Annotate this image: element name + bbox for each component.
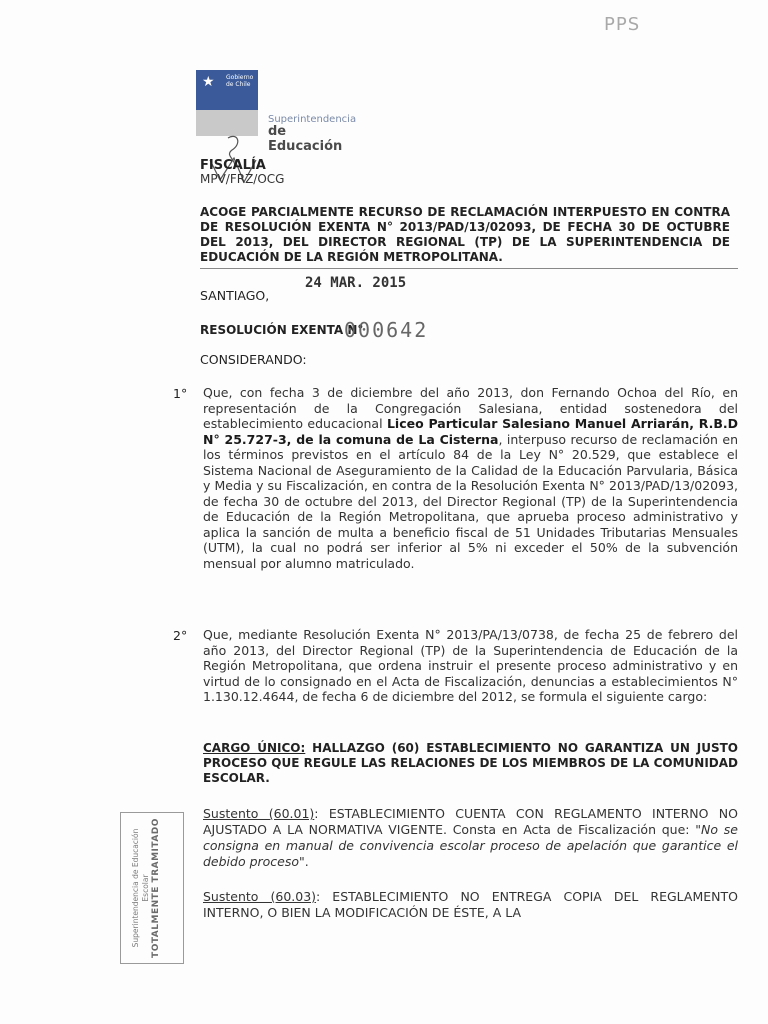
tramitado-stamp: Superintendencia de Educación Escolar TOTALMENTE TRAMITADO [120, 812, 184, 964]
sustento-60-03-label: Sustento (60.03) [203, 889, 317, 904]
title-divider [200, 268, 738, 269]
sustento-60-03: Sustento (60.03): ESTABLECIMIENTO NO ENTREGA COPIA DEL REGLAMENTO INTERNO, O BIEN LA MODIFICACIÓN DE ÉSTE, A LA [203, 889, 738, 920]
resolution-number: 000642 [344, 318, 429, 342]
star-icon: ★ [202, 74, 215, 90]
establishment-name: Liceo Particular Salesiano Manuel Arriarán, R.B.D N° 25.727-3, de la comuna de La Cisterna [203, 416, 739, 447]
corner-handwritten-mark: PPS [604, 14, 641, 35]
date-stamp: 24 MAR. 2015 [305, 275, 407, 291]
logo-superintendencia-text: Superintendencia [268, 114, 357, 125]
acta-quote: "No se consigna en manual de convivencia escolar proceso de apelación que garantice el debido proceso" [203, 822, 738, 869]
gobierno-logo-box [196, 70, 258, 136]
paragraph-1: Que, con fecha 3 de diciembre del año 2013, don Fernando Ochoa del Río, en representación de la Congregación Salesiana, entidad sostenedora del establecimiento educacional Liceo Particular Salesiano Manuel Arriarán, R.B.D N° 25.727-3, de la comuna de La Cisterna, interpuso recurso de reclamación en los términos previstos en el artículo 84 de la Ley N° 20.529, que establece el Sistema Nacional de Aseguramiento de la Calidad de la Educación Parvularia, Básica y Media y su Fiscalización, en contra de la Resolución Exenta N° 2013/PAD/13/02093, de fecha 30 de octubre del 2013, del Director Regional (TP) de la Superintendencia de Educación de la Región Metropolitana, que aprueba proceso administrativo y aplica la sanción de multa a beneficio fiscal de 51 Unidades Tributarias Mensuales (UTM), la cual no podrá ser inferior al 5% ni exceder el 50% de la subvención mensual por alumno matriculado. [203, 385, 739, 571]
sustento-60-01-label: Sustento (60.01) [203, 806, 315, 821]
sustento-60-01: Sustento (60.01): ESTABLECIMIENTO CUENTA CON REGLAMENTO INTERNO NO AJUSTADO A LA NORMATIVA VIGENTE. Consta en Acta de Fiscalización que: "No se consigna en manual de convivencia escolar proceso de apelación que garantice el debido proceso". [203, 806, 738, 869]
logo-educacion-text: de Educación [268, 124, 343, 154]
resolution-title: ACOGE PARCIALMENTE RECURSO DE RECLAMACIÓN INTERPUESTO EN CONTRA DE RESOLUCIÓN EXENTA N° 2013/PAD/13/02093, DE FECHA 30 DE OCTUBRE DEL 2013, DEL DIRECTOR REGIONAL (TP) DE LA SUPERINTENDENCIA DE EDUCACIÓN DE LA REGIÓN METROPOLITANA. [200, 205, 730, 264]
paragraph-2-number: 2° [173, 628, 188, 643]
cargo-label: CARGO ÚNICO: [203, 741, 306, 755]
office-label: FISCALÍA [200, 158, 266, 173]
paragraph-1-number: 1° [173, 386, 188, 401]
considerando-heading: CONSIDERANDO: [200, 352, 307, 367]
cargo-unico: CARGO ÚNICO: HALLAZGO (60) ESTABLECIMIENTO NO GARANTIZA UN JUSTO PROCESO QUE REGULE LAS RELACIONES DE LOS MIEMBROS DE LA COMUNIDAD ESCOLAR. [203, 741, 738, 785]
place-label: SANTIAGO, [200, 288, 270, 303]
logo-gobierno-text: Gobierno de Chile [226, 74, 254, 88]
resolution-label: RESOLUCIÓN EXENTA N° [200, 323, 364, 337]
office-initials: MPV/FRZ/OCG [200, 172, 285, 186]
paragraph-2: Que, mediante Resolución Exenta N° 2013/PA/13/0738, de fecha 25 de febrero del año 2013, del Director Regional (TP) de la Superintendencia de Educación de la Región Metropolitana, que ordena instruir el presente proceso administrativo y en virtud de lo consignado en el Acta de Fiscalización, denuncias a establecimientos N° 1.130.12.4644, de fecha 6 de diciembre del 2012, se formula el siguiente cargo: [203, 627, 738, 704]
